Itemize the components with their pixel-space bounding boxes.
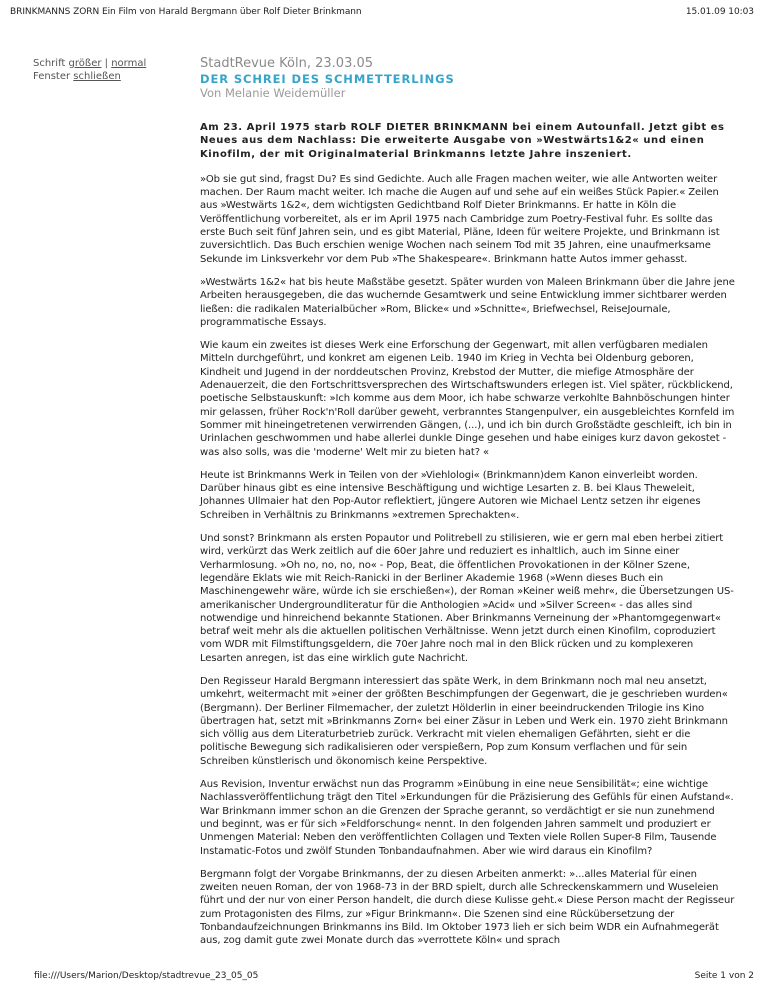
font-normal-link[interactable]: normal xyxy=(111,58,147,69)
print-footer-url: file:///Users/Marion/Desktop/stadtrevue_23_05_05 xyxy=(34,971,259,981)
side-navigation xyxy=(33,57,193,83)
print-footer-page-number: Seite 1 von 2 xyxy=(694,971,754,981)
font-bigger-link[interactable]: größer xyxy=(68,58,102,69)
article-author: Von Melanie Weidemüller xyxy=(200,86,346,100)
print-footer xyxy=(34,971,754,985)
article-paragraph: Aus Revision, Inventur erwächst nun das Programm »Einübung in eine neue Sensibilität«; eine wichtige Nachlassveröffentlichung trägt den Titel »Erkundungen für die Präzisierung des Gefühls für einen Aufstand«. War Brinkmann immer schon an die Grenzen der Sprache gerannt, so verdächtigt er sie nun zunehmend und beginnt, was er für sich »Feldforschung« nennt. In den folgenden Jahren sammelt und produziert er Unmengen Material: Neben den veröffentlichten Collagen und Texten viele Rollen Super-8 Film, Tausende Instamatic-Fotos und zwölf Stunden Tonbandaufnahmen. Aber wie wird daraus ein Kinofilm? xyxy=(200,779,734,857)
font-separator: | xyxy=(101,58,112,69)
article-paragraph: Wie kaum ein zweites ist dieses Werk eine Erforschung der Gegenwart, mit allen verfügbaren medialen Mitteln durchgeführt, und konkret am eigenen Leib. 1940 im Krieg in Vechta bei Oldenburg geboren, Kindheit und Jugend in der norddeutschen Provinz, Krebstod der Mutter, die miefige Atmosphäre der Adenauerzeit, die den Fortschrittsversprechen des Wirtschaftswunders erlegen ist. Viel später, rückblickend, poetische Selbstauskunft: »Ich komme aus dem Moor, ich habe schwarze verkohlte Bahnböschungen hinter mir gelassen, früher Rock'n'Roll darüber geweht, verbranntes Stangenpulver, ein ausgebleichtes Kornfeld im Sommer mit hineingetretenen verwirrenden Gängen, (...), und ich bin durch Großstädte geschleift, ich bin in Urinlachen geschwommen und habe allerlei dunkle Dinge gesehen und habe einiges kurz davon gekostet - was also solls, was die 'moderne' Welt mir zu bieten hat? « xyxy=(200,340,735,458)
article-lead: Am 23. April 1975 starb ROLF DIETER BRINKMANN bei einem Autounfall. Jetzt gibt es Neues aus dem Nachlass: Die erweiterte Ausgabe von »Westwärts1&2« und einen Kinofilm, der mit Originalmaterial Brinkmanns letzte Jahre inszeniert. xyxy=(200,122,725,160)
article-paragraph: Bergmann folgt der Vorgabe Brinkmanns, der zu diesen Arbeiten anmerkt: »...alles Material für einen zweiten neuen Roman, der von 1968-73 in der BRD spielt, durch alle Schreckenskammern und Wuseleien führt und der nur von einer Person handelt, die durch diese Kulisse geht.« Diese Person macht der Regisseur zum Protagonisten des Films, zur »Figur Brinkmann«. Die Szenen sind eine Rückübersetzung der Tonbandaufzeichnungen Brinkmanns ins Bild. Im Oktober 1973 lieh er sich beim WDR ein Aufnahmegerät aus, zog damit gute zwei Monate durch das »verrottete Köln« und sprach xyxy=(200,868,735,947)
print-header-title: BRINKMANNS ZORN Ein Film von Harald Bergmann über Rolf Dieter Brinkmann xyxy=(10,7,362,17)
article-source: StadtRevue Köln, 23.03.05 xyxy=(200,56,374,71)
window-controls xyxy=(33,70,193,83)
article-paragraph: Heute ist Brinkmanns Werk in Teilen von der »Viehlologi« (Brinkmann)dem Kanon einverleibt worden. Darüber hinaus gibt es eine intensive Beschäftigung und wichtige Lesarten z. B. bei Klaus Theweleit, Johannes Ullmaier hat den Pop-Autor reflektiert, jüngere Autoren wie Michael Lentz setzen ihr eigenes Schreiben in Verhältnis zu Brinkmanns »extremen Sprechakten«. xyxy=(200,469,701,521)
article-headline: DER SCHREI DES SCHMETTERLINGS xyxy=(200,72,455,86)
article xyxy=(200,57,735,948)
print-header-datetime: 15.01.09 10:03 xyxy=(685,7,754,17)
article-paragraph: Und sonst? Brinkmann als ersten Popautor und Politrebell zu stilisieren, wie er gern mal eben herbei zitiert wird, verkürzt das Werk zeitlich auf die 60er Jahre und reduziert es inhaltlich, auch im Sinne einer Verharmlosung. »Oh no, no, no, no« - Pop, Beat, die öffentlichen Provokationen in der Kölner Szene, legendäre Eklats wie mit Reich-Ranicki in der Berliner Akademie 1968 (»Wenn dieses Buch ein Maschinengewehr wäre, würde ich sie erschießen«), der Roman »Keiner weiß mehr«, die Übersetzungen US-amerikanischer Undergroundliteratur für die Anthologien »Acid« und »Silver Screen« - das alles sind notwendige und hinreichend bekannte Stationen. Aber Brinkmanns Verneinung der »Phantomgegenwart« betraf weit mehr als die aktuellen politischen Verhältnisse. Wenn jetzt durch einen Kinofilm, coproduziert vom WDR mit Filmstiftungsgeldern, die 70er Jahre noch mal in den Blick rücken und zu komplexeren Lesarten anregen, ist das eine wirklich gute Nachricht. xyxy=(200,533,734,664)
window-label: Fenster xyxy=(33,71,71,82)
article-paragraph: »Ob sie gut sind, fragst Du? Es sind Gedichte. Auch alle Fragen machen weiter, wie alle Antworten weiter machen. Der Raum macht weiter. Ich mache die Augen auf und sehe auf ein weißes Stück Papier.« Zeilen aus »Westwärts 1&2«, dem wichtigsten Gedichtband Rolf Dieter Brinkmanns. Er hatte in Köln die Veröffentlichung vorbereitet, als er im April 1975 nach Cambridge zum Poetry-Festival fuhr. Es sollte das erste Buch seit fünf Jahren sein, und es gibt Material, Pläne, Ideen für weitere Projekte, und Brinkmann ist zuversichtlich. Das Buch erschien wenige Wochen nach seinem Tod mit 35 Jahren, eine unaufmerksame Sekunde im Linksverkehr vor dem Pub »The Shakespeare«. Brinkmann hatte Autos immer gehasst. xyxy=(200,173,720,265)
article-paragraph: Den Regisseur Harald Bergmann interessiert das späte Werk, in dem Brinkmann noch mal neu ansetzt, umkehrt, weitermacht mit »einer der größten Beschimpfungen der Gegenwart, die je geschrieben wurden« (Bergmann). Der Berliner Filmemacher, der zuletzt Hölderlin in einer beeindruckenden Trilogie ins Kino übertragen hat, setzt mit »Brinkmanns Zorn« bei einer Zäsur in Leben und Werk ein. 1970 zieht Brinkmann sich völlig aus dem Literaturbetrieb zurück. Verkracht mit vielen ehemaligen Gefährten, sieht er die politische Bewegung sich radikalisieren oder verspießern, Pop zum Konsum verflachen und für sein Schreiben künstlerisch und ökonomisch keine Perspektive. xyxy=(200,675,728,767)
font-size-label: Schrift xyxy=(33,58,66,69)
article-body xyxy=(200,173,735,948)
font-size-controls xyxy=(33,57,193,70)
window-close-link[interactable]: schließen xyxy=(73,71,121,82)
article-paragraph: »Westwärts 1&2« hat bis heute Maßstäbe gesetzt. Später wurden von Maleen Brinkmann über die Jahre jene Arbeiten herausgegeben, die das wuchernde Gesamtwerk und seine Entwicklung immer sichtbarer werden ließen: die radikalen Materialbücher »Rom, Blicke« und »Schnitte«, Briefwechsel, ReiseJournale, programmatische Essays. xyxy=(200,276,735,328)
